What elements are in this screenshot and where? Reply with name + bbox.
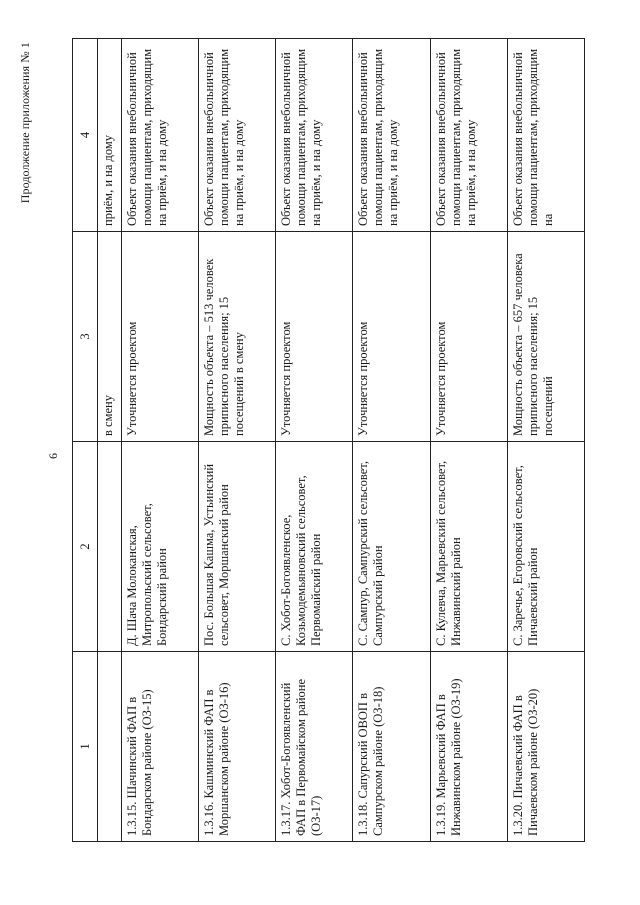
cell-name xyxy=(98,652,122,842)
cell-purpose: Объект оказания внебольничной помощи пациентам, приходящим на приём, и на дому xyxy=(430,39,507,232)
cell-capacity: Уточняется проектом xyxy=(430,232,507,442)
cell-name: 1.3.19. Марьевский ФАП в Инжавинском районе (ОЗ-19) xyxy=(430,652,507,842)
header-col-2: 2 xyxy=(73,442,98,652)
cell-name: 1.3.20. Пичаевский ФАП в Пичаевском районе (ОЗ-20) xyxy=(507,652,584,842)
header-col-4: 4 xyxy=(73,39,98,232)
table-row xyxy=(199,39,276,842)
cell-location: С. Сампур, Сампурский сельсовет, Сампурский район xyxy=(353,442,430,652)
cell-location xyxy=(98,442,122,652)
cell-capacity: Уточняется проектом xyxy=(122,232,199,442)
cell-purpose: Объект оказания внебольничной помощи пациентам, приходящим на приём, и на дому xyxy=(199,39,276,232)
cell-name: 1.3.17. Хобот-Богоявленский ФАП в Первомайском районе (ОЗ-17) xyxy=(276,652,353,842)
cell-name: 1.3.15. Шачинский ФАП в Бондарском районе (ОЗ-15) xyxy=(122,652,199,842)
cell-capacity: Мощность объекта – 513 человек приписного населения; 15 посещений в смену xyxy=(199,232,276,442)
cell-purpose: Объект оказания внебольничной помощи пациентам, приходящим на приём, и на дому xyxy=(353,39,430,232)
cell-purpose: Объект оказания внебольничной помощи пациентам, приходящим на приём, и на дому xyxy=(276,39,353,232)
table-row xyxy=(122,39,199,842)
header-row xyxy=(73,39,98,842)
page-number: 6 xyxy=(46,453,60,459)
cell-location: С. Хобот-Богоявленское, Козьмодемьяновский сельсовет, Первомайский район xyxy=(276,442,353,652)
cell-location: С. Кулевча, Марьевский сельсовет, Инжавинский район xyxy=(430,442,507,652)
table-row xyxy=(430,39,507,842)
cell-capacity: Уточняется проектом xyxy=(353,232,430,442)
cell-location: С. Заречье, Егоровский сельсовет, Пичаевский район xyxy=(507,442,584,652)
cell-capacity: в смену xyxy=(98,232,122,442)
cell-purpose: Объект оказания внебольничной помощи пациентам, приходящим на приём, и на дому xyxy=(122,39,199,232)
cell-name: 1.3.18. Сапурский ОВОП в Сампурском районе (ОЗ-18) xyxy=(353,652,430,842)
table-row xyxy=(276,39,353,842)
cell-location: Д. Шача Молоканская, Митропольский сельсовет, Бондарский район xyxy=(122,442,199,652)
appendix-continuation-label: Продолжение приложения № 1 xyxy=(18,42,32,204)
cell-capacity: Мощность объекта – 657 человека приписного населения; 15 посещений xyxy=(507,232,584,442)
table-row xyxy=(353,39,430,842)
cell-name: 1.3.16. Кашминский ФАП в Моршанском районе (ОЗ-16) xyxy=(199,652,276,842)
cell-purpose: Объект оказания внебольничной помощи пациентам, приходящим на xyxy=(507,39,584,232)
table-row xyxy=(507,39,584,842)
objects-table xyxy=(72,38,585,842)
header-col-1: 1 xyxy=(73,652,98,842)
cell-capacity: Уточняется проектом xyxy=(276,232,353,442)
continuation-row xyxy=(98,39,122,842)
cell-location: Пос. Большая Кашма, Устьинский сельсовет, Моршанский район xyxy=(199,442,276,652)
cell-purpose: приём, и на дому xyxy=(98,39,122,232)
header-col-3: 3 xyxy=(73,232,98,442)
